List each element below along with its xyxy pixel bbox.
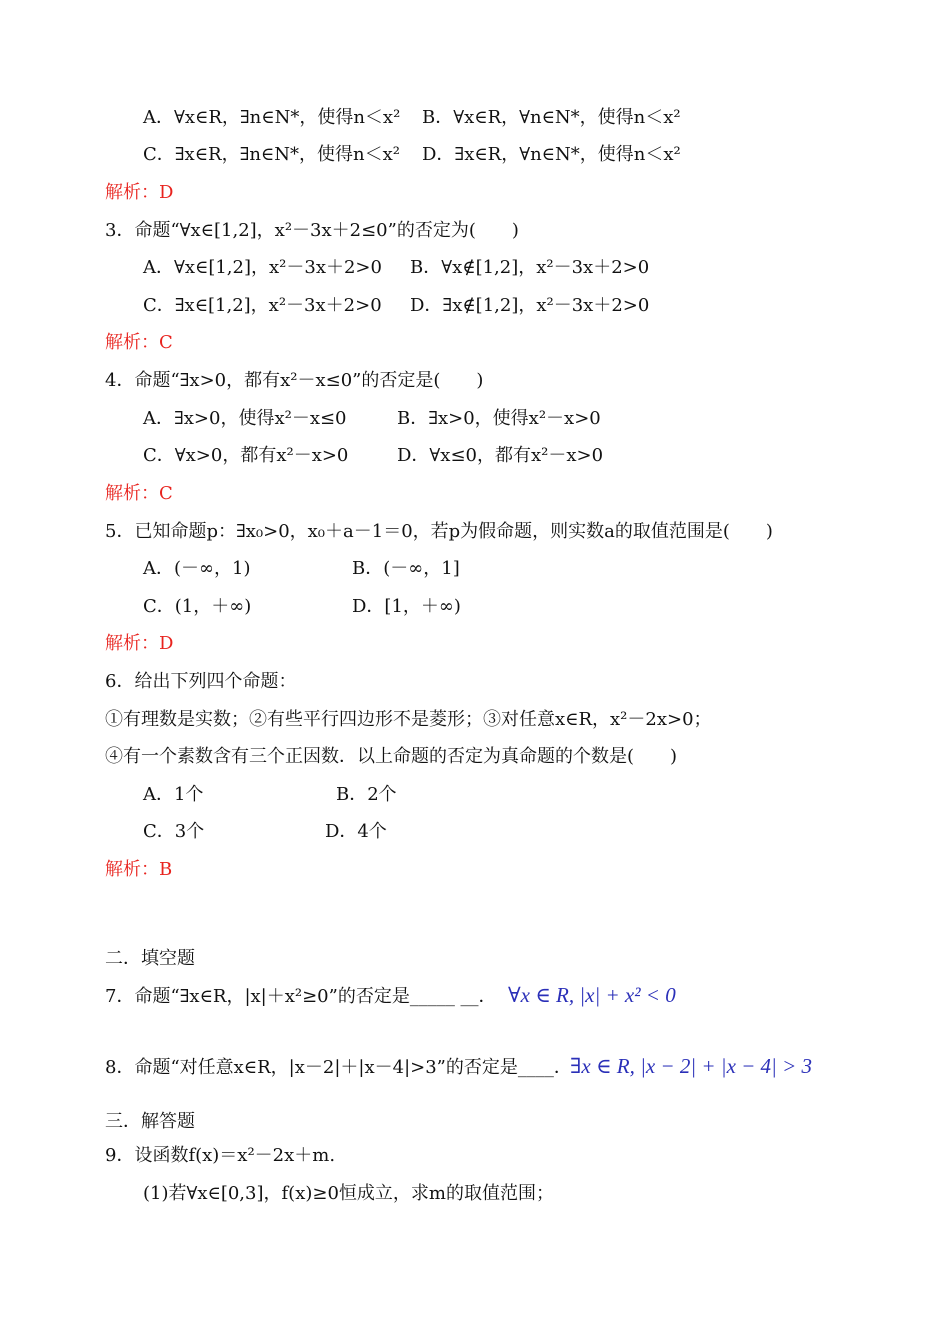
q5-stem: 5．已知命题p：∃x₀>0，x₀＋a－1＝0，若p为假命题，则实数a的取值范围是( ) <box>105 521 773 542</box>
q6-propositions-line2: ④有一个素数含有三个正因数．以上命题的否定为真命题的个数是( ) <box>105 746 678 767</box>
q3-stem: 3．命题“∀x∈[1,2]，x²－3x＋2≤0”的否定为( ) <box>105 220 519 241</box>
q5-option-a: A．(－∞，1) <box>143 558 251 579</box>
q8-stem: 8．命题“对任意x∈R，|x－2|＋|x－4|>3”的否定是____． <box>105 1057 572 1078</box>
q9-stem: 9．设函数f(x)＝x²－2x＋m. <box>105 1145 336 1166</box>
q3-answer: 解析：C <box>105 332 173 353</box>
q3-option-c: C．∃x∈[1,2]，x²－3x＋2>0 <box>143 295 382 316</box>
q6-propositions-line1: ①有理数是实数；②有些平行四边形不是菱形；③对任意x∈R，x²－2x>0； <box>105 709 712 730</box>
q2-option-b: B．∀x∈R，∀n∈N*，使得n＜x² <box>422 107 681 128</box>
q6-stem: 6．给出下列四个命题： <box>105 671 297 692</box>
q3-option-d: D．∃x∉[1,2]，x²－3x＋2>0 <box>410 295 650 316</box>
q2-option-c: C．∃x∈R，∃n∈N*，使得n＜x² <box>143 144 400 165</box>
q3-option-a: A．∀x∈[1,2]，x²－3x＋2>0 <box>143 257 382 278</box>
q6-option-b: B．2个 <box>336 784 397 805</box>
q4-stem: 4．命题“∃x>0，都有x²－x≤0”的否定是( ) <box>105 370 484 391</box>
q4-answer: 解析：C <box>105 483 173 504</box>
q4-option-c: C．∀x>0，都有x²－x>0 <box>143 445 349 466</box>
q7-stem: 7．命题“∃x∈R，|x|＋x²≥0”的否定是_____ __． <box>105 986 497 1007</box>
q5-option-b: B．(－∞，1] <box>352 558 460 579</box>
q4-option-d: D．∀x≤0，都有x²－x>0 <box>397 445 604 466</box>
q8-answer: ∃x ∈ R, |x − 2| + |x − 4| > 3 <box>570 1054 813 1078</box>
q7-answer: ∀x ∈ R, |x| + x² < 0 <box>508 983 676 1007</box>
section-answer-heading: 三．解答题 <box>105 1111 195 1132</box>
q6-option-c: C．3个 <box>143 821 205 842</box>
q4-option-b: B．∃x>0，使得x²－x>0 <box>397 408 601 429</box>
q2-answer: 解析：D <box>105 182 174 203</box>
q2-option-d: D．∃x∈R，∀n∈N*，使得n＜x² <box>422 144 681 165</box>
q9-part1: (1)若∀x∈[0,3]，f(x)≥0恒成立，求m的取值范围； <box>143 1183 554 1204</box>
q6-option-a: A．1个 <box>143 784 204 805</box>
section-fill-in-heading: 二．填空题 <box>105 948 195 969</box>
q4-option-a: A．∃x>0，使得x²－x≤0 <box>143 408 347 429</box>
q6-answer: 解析：B <box>105 859 173 880</box>
q3-option-b: B．∀x∉[1,2]，x²－3x＋2>0 <box>410 257 650 278</box>
q5-option-d: D．[1，＋∞) <box>352 596 461 617</box>
q2-option-a: A．∀x∈R，∃n∈N*，使得n＜x² <box>143 107 401 128</box>
q5-answer: 解析：D <box>105 633 174 654</box>
q5-option-c: C．(1，＋∞) <box>143 596 252 617</box>
q6-option-d: D．4个 <box>325 821 387 842</box>
